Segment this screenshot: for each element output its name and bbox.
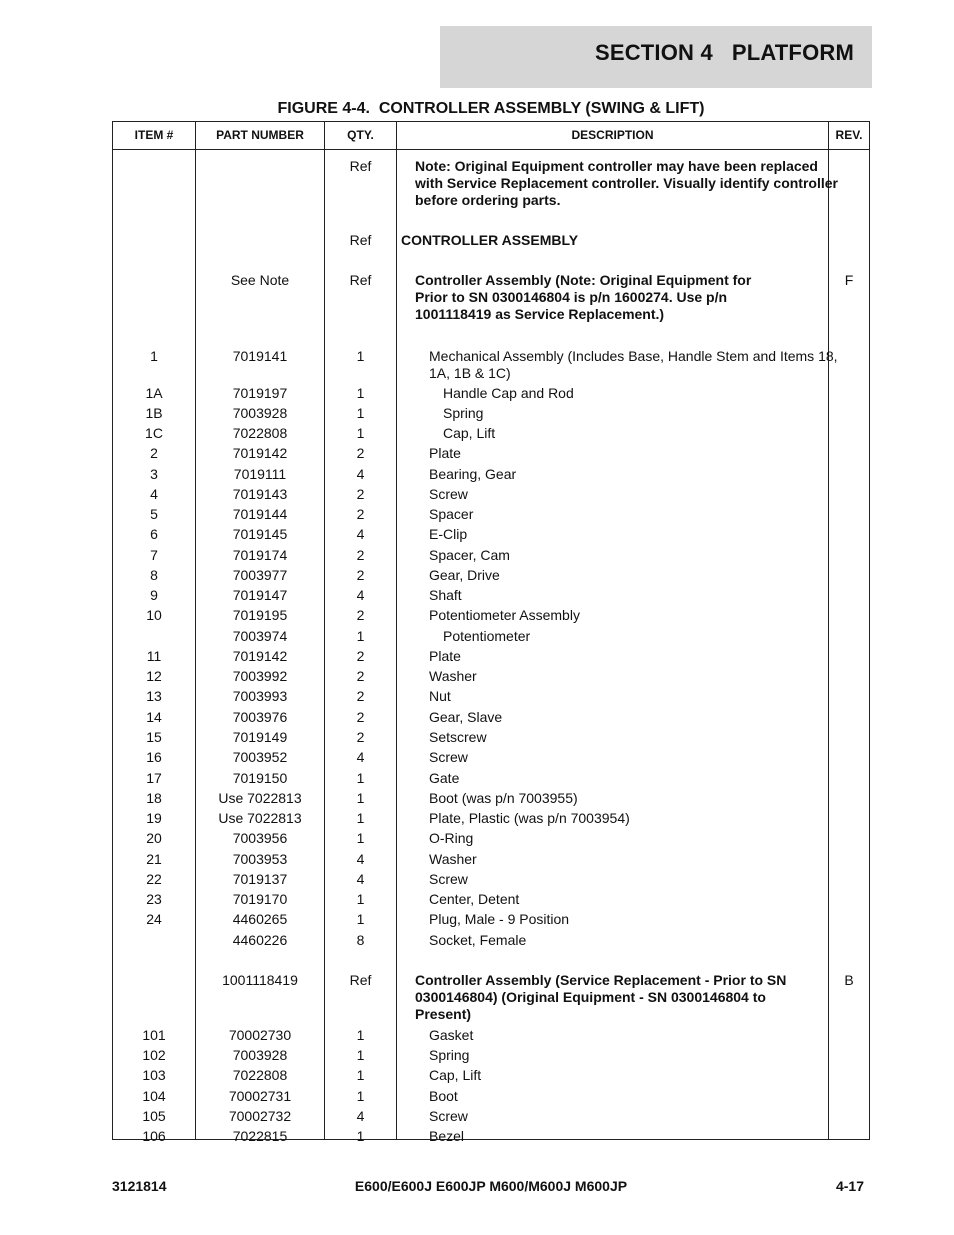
part-number-cell: See Note xyxy=(230,272,290,288)
header-rev: REV. xyxy=(835,128,863,142)
part-number-cell: 70002730 xyxy=(228,1027,292,1043)
description-cell: Bezel xyxy=(429,1128,465,1144)
part-number-cell: 7003974 xyxy=(232,628,288,644)
quantity-cell: 2 xyxy=(356,709,365,725)
quantity-cell: 2 xyxy=(356,648,365,664)
quantity-cell: 4 xyxy=(356,526,365,542)
part-number-cell: 7019149 xyxy=(232,729,288,745)
quantity-cell: 1 xyxy=(356,385,365,401)
item-number-cell: 23 xyxy=(146,891,162,907)
quantity-cell: 1 xyxy=(356,891,365,907)
description-cell: Setscrew xyxy=(429,729,487,745)
quantity-cell: 1 xyxy=(356,405,365,421)
quantity-cell: 1 xyxy=(356,790,365,806)
item-number-cell: 5 xyxy=(150,506,158,522)
part-number-cell: 7019111 xyxy=(233,466,287,482)
quantity-cell: 2 xyxy=(356,547,365,563)
description-cell: Boot (was p/n 7003955) xyxy=(429,790,578,806)
description-cell: Screw xyxy=(429,749,468,765)
part-number-cell: 7019195 xyxy=(232,607,288,623)
item-number-cell: 104 xyxy=(142,1088,166,1104)
description-cell: O-Ring xyxy=(429,830,474,846)
quantity-cell: 2 xyxy=(356,567,365,583)
description-cell: Screw xyxy=(429,486,468,502)
quantity-cell: 4 xyxy=(356,1108,365,1124)
item-number-cell: 20 xyxy=(146,830,162,846)
description-cell: Spring xyxy=(443,405,484,421)
quantity-cell: 1 xyxy=(356,911,365,927)
part-number-cell: 7019174 xyxy=(232,547,288,563)
header-item: ITEM # xyxy=(134,128,174,142)
figure-title: FIGURE 4-4. CONTROLLER ASSEMBLY (SWING & LIFT) xyxy=(277,100,705,117)
quantity-cell: 1 xyxy=(356,1047,365,1063)
item-number-cell: 12 xyxy=(146,668,162,684)
item-number-cell: 2 xyxy=(150,445,158,461)
part-number-cell: 7003928 xyxy=(232,405,288,421)
description-cell: Note: Original Equipment controller may have been replaced with Service Replacement controller. Visually identify controller before ordering parts. xyxy=(415,158,838,208)
description-cell: Socket, Female xyxy=(429,932,527,948)
footer-page-number: 4-17 xyxy=(835,1178,864,1194)
part-number-cell: 7019141 xyxy=(232,348,288,364)
item-number-cell: 21 xyxy=(146,851,162,867)
quantity-cell: 4 xyxy=(356,749,365,765)
quantity-cell: Ref xyxy=(349,232,372,248)
description-cell: Bearing, Gear xyxy=(429,466,517,482)
item-number-cell: 1B xyxy=(145,405,163,421)
part-number-cell: 7019142 xyxy=(232,648,288,664)
description-cell: Plate, Plastic (was p/n 7003954) xyxy=(429,810,630,826)
quantity-cell: 4 xyxy=(356,466,365,482)
item-number-cell: 14 xyxy=(146,709,162,725)
header-divider xyxy=(113,149,869,150)
part-number-cell: 7003956 xyxy=(232,830,288,846)
part-number-cell: 4460265 xyxy=(232,911,288,927)
part-number-cell: 7019137 xyxy=(232,871,288,887)
part-number-cell: 7019143 xyxy=(232,486,288,502)
quantity-cell: 1 xyxy=(356,1067,365,1083)
quantity-cell: 4 xyxy=(356,587,365,603)
description-cell: Controller Assembly (Note: Original Equipment for Prior to SN 0300146804 is p/n 1600274. Use p/n 1001118419 as Service Replacement.) xyxy=(415,272,752,322)
quantity-cell: 1 xyxy=(356,1128,365,1144)
revision-cell: B xyxy=(844,972,854,988)
item-number-cell: 6 xyxy=(150,526,158,542)
description-cell: Spacer xyxy=(429,506,474,522)
part-number-cell: 7003928 xyxy=(232,1047,288,1063)
description-cell: Screw xyxy=(429,871,468,887)
quantity-cell: Ref xyxy=(349,272,372,288)
description-cell: Nut xyxy=(429,688,451,704)
description-cell: Gate xyxy=(429,770,460,786)
part-number-cell: 7003952 xyxy=(232,749,288,765)
item-number-cell: 1 xyxy=(150,348,158,364)
footer-models: E600/E600J E600JP M600/M600J M600JP xyxy=(354,1178,628,1194)
parts-table xyxy=(112,121,870,1144)
item-number-cell: 24 xyxy=(146,911,162,927)
part-number-cell: 7022808 xyxy=(232,1067,288,1083)
description-cell: E-Clip xyxy=(429,526,468,542)
quantity-cell: 2 xyxy=(356,445,365,461)
description-cell: Spring xyxy=(429,1047,470,1063)
description-cell: Plate xyxy=(429,445,461,461)
description-cell: Gear, Drive xyxy=(429,567,500,583)
section-header-box xyxy=(440,26,872,88)
part-number-cell: 7003993 xyxy=(232,688,288,704)
item-number-cell: 13 xyxy=(146,688,162,704)
item-number-cell: 8 xyxy=(150,567,158,583)
header-qty: QTY. xyxy=(347,128,374,142)
quantity-cell: 1 xyxy=(356,830,365,846)
part-number-cell: 7019145 xyxy=(232,526,288,542)
description-cell: Washer xyxy=(429,851,477,867)
revision-cell: F xyxy=(844,272,854,288)
description-cell: Shaft xyxy=(429,587,462,603)
quantity-cell: 2 xyxy=(356,729,365,745)
description-cell: CONTROLLER ASSEMBLY xyxy=(401,232,579,248)
quantity-cell: 4 xyxy=(356,871,365,887)
part-number-cell: 4460226 xyxy=(232,932,288,948)
footer-doc-number: 3121814 xyxy=(112,1178,167,1194)
description-cell: Potentiometer Assembly xyxy=(429,607,580,623)
item-number-cell: 103 xyxy=(142,1067,166,1083)
item-number-cell: 1A xyxy=(145,385,163,401)
section-title: SECTION 4 PLATFORM xyxy=(594,40,854,65)
item-number-cell: 1C xyxy=(145,425,163,441)
part-number-cell: 7022808 xyxy=(232,425,288,441)
quantity-cell: 2 xyxy=(356,668,365,684)
quantity-cell: Ref xyxy=(349,158,372,174)
item-number-cell: 102 xyxy=(142,1047,166,1063)
description-cell: Cap, Lift xyxy=(443,425,496,441)
description-cell: Screw xyxy=(429,1108,468,1124)
item-number-cell: 3 xyxy=(150,466,158,482)
header-part-number: PART NUMBER xyxy=(216,128,304,142)
part-number-cell: 7003977 xyxy=(232,567,288,583)
quantity-cell: 2 xyxy=(356,506,365,522)
quantity-cell: Ref xyxy=(349,972,372,988)
part-number-cell: 7019197 xyxy=(232,385,288,401)
part-number-cell: 7019147 xyxy=(232,587,288,603)
part-number-cell: 70002732 xyxy=(228,1108,292,1124)
item-number-cell: 11 xyxy=(146,648,162,664)
quantity-cell: 1 xyxy=(356,628,365,644)
item-number-cell: 18 xyxy=(146,790,162,806)
description-cell: Potentiometer xyxy=(443,628,531,644)
quantity-cell: 2 xyxy=(356,607,365,623)
description-cell: Gasket xyxy=(429,1027,474,1043)
description-cell: Mechanical Assembly (Includes Base, Handle Stem and Items 18, 1A, 1B & 1C) xyxy=(429,348,838,381)
part-number-cell: 7003992 xyxy=(232,668,288,684)
item-number-cell: 101 xyxy=(142,1027,166,1043)
item-number-cell: 106 xyxy=(142,1128,166,1144)
quantity-cell: 1 xyxy=(356,1027,365,1043)
description-cell: Spacer, Cam xyxy=(429,547,510,563)
quantity-cell: 2 xyxy=(356,688,365,704)
part-number-cell: Use 7022813 xyxy=(218,790,302,806)
description-cell: Cap, Lift xyxy=(429,1067,482,1083)
part-number-cell: 7003953 xyxy=(232,851,288,867)
description-cell: Boot xyxy=(429,1088,458,1104)
item-number-cell: 9 xyxy=(150,587,158,603)
part-number-cell: Use 7022813 xyxy=(218,810,302,826)
header-description: DESCRIPTION xyxy=(571,128,654,142)
item-number-cell: 4 xyxy=(150,486,158,502)
part-number-cell: 7003976 xyxy=(232,709,288,725)
description-cell: Plate xyxy=(429,648,461,664)
description-cell: Plug, Male - 9 Position xyxy=(429,911,570,927)
description-cell: Center, Detent xyxy=(429,891,520,907)
quantity-cell: 1 xyxy=(356,1088,365,1104)
description-cell: Handle Cap and Rod xyxy=(443,385,574,401)
item-number-cell: 22 xyxy=(146,871,162,887)
quantity-cell: 1 xyxy=(356,425,365,441)
quantity-cell: 1 xyxy=(356,770,365,786)
item-number-cell: 10 xyxy=(146,607,162,623)
item-number-cell: 7 xyxy=(150,547,158,563)
part-number-cell: 7022815 xyxy=(232,1128,288,1144)
quantity-cell: 8 xyxy=(356,932,365,948)
description-cell: Controller Assembly (Service Replacement - Prior to SN 0300146804) (Original Equipment - SN 0300146804 to Present) xyxy=(415,972,787,1022)
description-cell: Gear, Slave xyxy=(429,709,503,725)
part-number-cell: 70002731 xyxy=(228,1088,292,1104)
item-number-cell: 19 xyxy=(146,810,162,826)
part-number-cell: 7019142 xyxy=(232,445,288,461)
part-number-cell: 7019150 xyxy=(232,770,288,786)
part-number-cell: 7019144 xyxy=(232,506,288,522)
part-number-cell: 7019170 xyxy=(232,891,288,907)
quantity-cell: 1 xyxy=(356,348,365,364)
quantity-cell: 2 xyxy=(356,486,365,502)
quantity-cell: 4 xyxy=(356,851,365,867)
part-number-cell: 1001118419 xyxy=(222,972,298,988)
description-cell: Washer xyxy=(429,668,477,684)
item-number-cell: 105 xyxy=(142,1108,166,1124)
item-number-cell: 16 xyxy=(146,749,162,765)
item-number-cell: 17 xyxy=(146,770,162,786)
quantity-cell: 1 xyxy=(356,810,365,826)
item-number-cell: 15 xyxy=(146,729,162,745)
